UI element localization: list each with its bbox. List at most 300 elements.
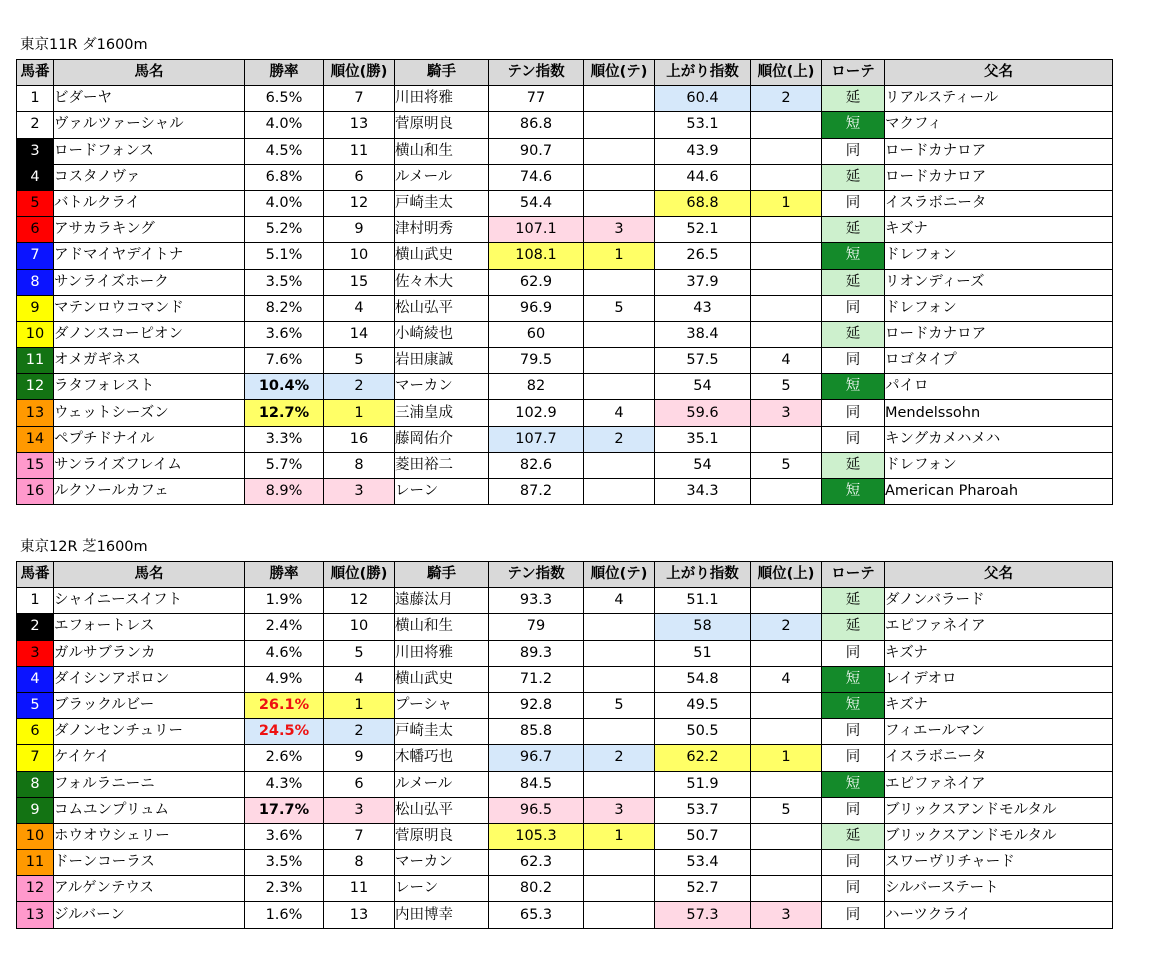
rank-win-cell: 10 [324,614,395,640]
rank-ten-cell [584,138,655,164]
header-horse-name: 馬名 [54,60,245,86]
ten-index-cell: 79 [489,614,584,640]
rank-ten-cell [584,876,655,902]
rotation-cell: 延 [822,217,885,243]
horse-number-cell: 12 [17,876,54,902]
horse-name-cell: アルゲンテウス [54,876,245,902]
horse-number-cell: 5 [17,692,54,718]
ten-index-cell: 62.3 [489,850,584,876]
jockey-cell: ルメール [395,164,489,190]
rank-ten-cell [584,902,655,928]
rank-agari-cell: 3 [751,400,822,426]
sire-cell: パイロ [885,374,1113,400]
sire-cell: フィエールマン [885,719,1113,745]
horse-number-cell: 15 [17,452,54,478]
rank-agari-cell [751,640,822,666]
rank-agari-cell [751,321,822,347]
agari-index-cell: 38.4 [655,321,751,347]
sire-cell: キズナ [885,692,1113,718]
rank-ten-cell: 5 [584,692,655,718]
sire-cell: ロードカナロア [885,138,1113,164]
ten-index-cell: 84.5 [489,771,584,797]
horse-name-cell: コムユンプリュム [54,797,245,823]
rotation-cell: 同 [822,138,885,164]
table-row [17,112,1113,138]
sire-cell: シルバーステート [885,876,1113,902]
ten-index-cell: 71.2 [489,666,584,692]
agari-index-cell: 53.7 [655,797,751,823]
race-table-2 [16,561,1113,929]
rank-win-cell: 3 [324,479,395,505]
rank-agari-cell [751,876,822,902]
table-row [17,190,1113,216]
ten-index-cell: 96.5 [489,797,584,823]
rank-ten-cell: 4 [584,400,655,426]
rank-agari-cell [751,426,822,452]
rank-ten-cell: 2 [584,426,655,452]
table-row [17,614,1113,640]
rank-agari-cell [751,295,822,321]
rank-agari-cell [751,823,822,849]
agari-index-cell: 53.4 [655,850,751,876]
horse-name-cell: ダノンスコーピオン [54,321,245,347]
horse-name-cell: オメガギネス [54,348,245,374]
sire-cell: スワーヴリチャード [885,850,1113,876]
sire-cell: ドレフォン [885,243,1113,269]
agari-index-cell: 54 [655,452,751,478]
rotation-cell: 同 [822,400,885,426]
rank-win-cell: 8 [324,452,395,478]
rotation-cell: 延 [822,823,885,849]
rank-ten-cell [584,374,655,400]
table-row [17,374,1113,400]
agari-index-cell: 54 [655,374,751,400]
win-rate-cell: 5.7% [245,452,324,478]
rotation-cell: 同 [822,797,885,823]
rank-ten-cell [584,640,655,666]
horse-name-cell: ビダーヤ [54,86,245,112]
sire-cell: マクフィ [885,112,1113,138]
header-ten-index: テン指数 [489,562,584,588]
header-jockey: 騎手 [395,60,489,86]
agari-index-cell: 58 [655,614,751,640]
rank-agari-cell: 5 [751,452,822,478]
table-row [17,719,1113,745]
rank-win-cell: 15 [324,269,395,295]
rank-agari-cell [751,771,822,797]
horse-name-cell: ルクソールカフェ [54,479,245,505]
horse-number-cell: 6 [17,217,54,243]
rank-ten-cell [584,348,655,374]
rank-win-cell: 1 [324,400,395,426]
rank-win-cell: 13 [324,112,395,138]
sire-cell: ブリックスアンドモルタル [885,797,1113,823]
ten-index-cell: 107.1 [489,217,584,243]
agari-index-cell: 60.4 [655,86,751,112]
sire-cell: イスラボニータ [885,190,1113,216]
win-rate-cell: 4.9% [245,666,324,692]
rotation-cell: 同 [822,295,885,321]
horse-name-cell: ドーンコーラス [54,850,245,876]
rank-ten-cell [584,479,655,505]
rank-agari-cell [751,588,822,614]
agari-index-cell: 51.1 [655,588,751,614]
win-rate-cell: 1.9% [245,588,324,614]
header-row [17,60,1113,86]
jockey-cell: 横山和生 [395,138,489,164]
jockey-cell: 戸崎圭太 [395,190,489,216]
rank-win-cell: 5 [324,348,395,374]
win-rate-cell: 4.0% [245,190,324,216]
sire-cell: エピファネイア [885,614,1113,640]
jockey-cell: ルメール [395,771,489,797]
race-title-2: 東京12R 芝1600m [20,539,148,555]
win-rate-cell: 7.6% [245,348,324,374]
horse-number-cell: 2 [17,614,54,640]
table-row [17,771,1113,797]
agari-index-cell: 68.8 [655,190,751,216]
rank-ten-cell [584,771,655,797]
jockey-cell: 松山弘平 [395,295,489,321]
ten-index-cell: 102.9 [489,400,584,426]
header-sire: 父名 [885,60,1113,86]
rotation-cell: 同 [822,876,885,902]
horse-number-cell: 10 [17,823,54,849]
header-agari-index: 上がり指数 [655,60,751,86]
rank-agari-cell: 4 [751,666,822,692]
rank-agari-cell [751,243,822,269]
sire-cell: キングカメハメハ [885,426,1113,452]
ten-index-cell: 92.8 [489,692,584,718]
header-rank-agari: 順位(上) [751,60,822,86]
win-rate-cell: 4.6% [245,640,324,666]
horse-number-cell: 13 [17,902,54,928]
win-rate-cell: 10.4% [245,374,324,400]
table-row [17,321,1113,347]
rank-agari-cell [751,138,822,164]
ten-index-cell: 82 [489,374,584,400]
rank-win-cell: 11 [324,138,395,164]
ten-index-cell: 85.8 [489,719,584,745]
sire-cell: ブリックスアンドモルタル [885,823,1113,849]
rotation-cell: 同 [822,190,885,216]
horse-number-cell: 3 [17,138,54,164]
table-row [17,850,1113,876]
agari-index-cell: 44.6 [655,164,751,190]
agari-index-cell: 57.5 [655,348,751,374]
win-rate-cell: 1.6% [245,902,324,928]
header-rank-win: 順位(勝) [324,60,395,86]
horse-name-cell: アドマイヤデイトナ [54,243,245,269]
horse-number-cell: 7 [17,745,54,771]
agari-index-cell: 54.8 [655,666,751,692]
jockey-cell: 横山武史 [395,666,489,692]
win-rate-cell: 6.8% [245,164,324,190]
horse-number-cell: 4 [17,164,54,190]
table-row [17,692,1113,718]
ten-index-cell: 80.2 [489,876,584,902]
win-rate-cell: 24.5% [245,719,324,745]
rank-win-cell: 2 [324,719,395,745]
rotation-cell: 延 [822,269,885,295]
rank-win-cell: 6 [324,771,395,797]
sire-cell: Mendelssohn [885,400,1113,426]
rotation-cell: 延 [822,614,885,640]
rank-agari-cell [751,269,822,295]
rank-agari-cell: 1 [751,745,822,771]
horse-number-cell: 10 [17,321,54,347]
jockey-cell: 内田博幸 [395,902,489,928]
rank-agari-cell: 3 [751,902,822,928]
rank-ten-cell [584,666,655,692]
horse-name-cell: コスタノヴァ [54,164,245,190]
rank-ten-cell [584,850,655,876]
rotation-cell: 短 [822,374,885,400]
rank-agari-cell: 2 [751,86,822,112]
rank-win-cell: 12 [324,190,395,216]
rank-ten-cell: 3 [584,797,655,823]
table-row [17,666,1113,692]
ten-index-cell: 74.6 [489,164,584,190]
horse-name-cell: ラタフォレスト [54,374,245,400]
jockey-cell: レーン [395,479,489,505]
rank-ten-cell: 3 [584,217,655,243]
header-rotation: ローテ [822,60,885,86]
ten-index-cell: 107.7 [489,426,584,452]
sire-cell: ロードカナロア [885,321,1113,347]
rank-ten-cell [584,86,655,112]
jockey-cell: 戸崎圭太 [395,719,489,745]
jockey-cell: 佐々木大 [395,269,489,295]
table-row [17,640,1113,666]
agari-index-cell: 37.9 [655,269,751,295]
rotation-cell: 延 [822,164,885,190]
rank-agari-cell [751,719,822,745]
rank-agari-cell: 1 [751,190,822,216]
ten-index-cell: 60 [489,321,584,347]
ten-index-cell: 90.7 [489,138,584,164]
horse-name-cell: ブラックルビー [54,692,245,718]
agari-index-cell: 43 [655,295,751,321]
rotation-cell: 短 [822,666,885,692]
jockey-cell: マーカン [395,374,489,400]
ten-index-cell: 96.9 [489,295,584,321]
rank-agari-cell [751,217,822,243]
rank-agari-cell [751,692,822,718]
table-row [17,426,1113,452]
rotation-cell: 短 [822,692,885,718]
ten-index-cell: 96.7 [489,745,584,771]
sire-cell: キズナ [885,217,1113,243]
horse-number-cell: 5 [17,190,54,216]
jockey-cell: 木幡巧也 [395,745,489,771]
rank-win-cell: 8 [324,850,395,876]
jockey-cell: 横山和生 [395,614,489,640]
rotation-cell: 短 [822,771,885,797]
ten-index-cell: 87.2 [489,479,584,505]
win-rate-cell: 26.1% [245,692,324,718]
rotation-cell: 延 [822,321,885,347]
sire-cell: ロードカナロア [885,164,1113,190]
win-rate-cell: 5.1% [245,243,324,269]
jockey-cell: レーン [395,876,489,902]
race-title-1: 東京11R ダ1600m [20,37,148,53]
header-rotation: ローテ [822,562,885,588]
table-row [17,243,1113,269]
table-row [17,452,1113,478]
rank-win-cell: 1 [324,692,395,718]
win-rate-cell: 6.5% [245,86,324,112]
agari-index-cell: 49.5 [655,692,751,718]
rank-ten-cell: 4 [584,588,655,614]
ten-index-cell: 108.1 [489,243,584,269]
rank-win-cell: 16 [324,426,395,452]
table-row [17,295,1113,321]
rank-agari-cell [751,479,822,505]
agari-index-cell: 50.7 [655,823,751,849]
win-rate-cell: 4.0% [245,112,324,138]
agari-index-cell: 62.2 [655,745,751,771]
win-rate-cell: 8.2% [245,295,324,321]
rank-agari-cell: 4 [751,348,822,374]
rank-agari-cell [751,850,822,876]
rank-ten-cell: 1 [584,243,655,269]
header-row [17,562,1113,588]
horse-number-cell: 9 [17,797,54,823]
rotation-cell: 延 [822,588,885,614]
table-row [17,876,1113,902]
horse-name-cell: ウェットシーズン [54,400,245,426]
rank-ten-cell [584,719,655,745]
win-rate-cell: 2.3% [245,876,324,902]
table-row [17,797,1113,823]
sire-cell: イスラボニータ [885,745,1113,771]
table-row [17,348,1113,374]
jockey-cell: 菅原明良 [395,823,489,849]
table-row [17,217,1113,243]
horse-name-cell: ケイケイ [54,745,245,771]
agari-index-cell: 50.5 [655,719,751,745]
rank-ten-cell [584,112,655,138]
header-sire: 父名 [885,562,1113,588]
horse-number-cell: 6 [17,719,54,745]
horse-name-cell: ホウオウシェリー [54,823,245,849]
horse-name-cell: サンライズホーク [54,269,245,295]
win-rate-cell: 8.9% [245,479,324,505]
header-agari-index: 上がり指数 [655,562,751,588]
rotation-cell: 延 [822,86,885,112]
horse-name-cell: バトルクライ [54,190,245,216]
win-rate-cell: 4.3% [245,771,324,797]
win-rate-cell: 2.4% [245,614,324,640]
rank-win-cell: 3 [324,797,395,823]
horse-number-cell: 11 [17,348,54,374]
rank-ten-cell: 2 [584,745,655,771]
header-rank-agari: 順位(上) [751,562,822,588]
rotation-cell: 同 [822,640,885,666]
horse-name-cell: ジルバーン [54,902,245,928]
ten-index-cell: 77 [489,86,584,112]
horse-number-cell: 13 [17,400,54,426]
horse-number-cell: 2 [17,112,54,138]
rotation-cell: 同 [822,745,885,771]
ten-index-cell: 89.3 [489,640,584,666]
table-row [17,400,1113,426]
rank-win-cell: 5 [324,640,395,666]
jockey-cell: 小崎綾也 [395,321,489,347]
jockey-cell: 川田将雅 [395,86,489,112]
horse-number-cell: 8 [17,269,54,295]
horse-number-cell: 1 [17,588,54,614]
agari-index-cell: 51.9 [655,771,751,797]
sire-cell: ロゴタイプ [885,348,1113,374]
rank-ten-cell [584,269,655,295]
sire-cell: ダノンバラード [885,588,1113,614]
win-rate-cell: 3.6% [245,823,324,849]
agari-index-cell: 52.1 [655,217,751,243]
agari-index-cell: 34.3 [655,479,751,505]
horse-number-cell: 7 [17,243,54,269]
rank-agari-cell [751,164,822,190]
header-rank-win: 順位(勝) [324,562,395,588]
agari-index-cell: 53.1 [655,112,751,138]
horse-name-cell: エフォートレス [54,614,245,640]
sire-cell: リオンディーズ [885,269,1113,295]
horse-name-cell: アサカラキング [54,217,245,243]
rank-ten-cell: 5 [584,295,655,321]
jockey-cell: 津村明秀 [395,217,489,243]
sire-cell: ハーツクライ [885,902,1113,928]
jockey-cell: 菅原明良 [395,112,489,138]
horse-number-cell: 11 [17,850,54,876]
sire-cell: ドレフォン [885,452,1113,478]
rank-ten-cell [584,321,655,347]
jockey-cell: 横山武史 [395,243,489,269]
rank-ten-cell [584,164,655,190]
ten-index-cell: 86.8 [489,112,584,138]
rotation-cell: 短 [822,243,885,269]
rank-win-cell: 2 [324,374,395,400]
rotation-cell: 同 [822,348,885,374]
table-row [17,823,1113,849]
rank-agari-cell: 2 [751,614,822,640]
agari-index-cell: 43.9 [655,138,751,164]
rank-win-cell: 4 [324,295,395,321]
table-row [17,86,1113,112]
rank-win-cell: 13 [324,902,395,928]
header-umaban: 馬番 [17,60,54,86]
race-table-1 [16,59,1113,505]
horse-name-cell: ペプチドナイル [54,426,245,452]
win-rate-cell: 5.2% [245,217,324,243]
sire-cell: ドレフォン [885,295,1113,321]
horse-number-cell: 8 [17,771,54,797]
ten-index-cell: 93.3 [489,588,584,614]
sire-cell: キズナ [885,640,1113,666]
jockey-cell: 岩田康誠 [395,348,489,374]
table-row [17,745,1113,771]
rank-ten-cell: 1 [584,823,655,849]
win-rate-cell: 12.7% [245,400,324,426]
ten-index-cell: 54.4 [489,190,584,216]
rank-win-cell: 6 [324,164,395,190]
rank-ten-cell [584,614,655,640]
rank-win-cell: 4 [324,666,395,692]
agari-index-cell: 52.7 [655,876,751,902]
horse-name-cell: シャイニースイフト [54,588,245,614]
agari-index-cell: 57.3 [655,902,751,928]
table-row [17,902,1113,928]
